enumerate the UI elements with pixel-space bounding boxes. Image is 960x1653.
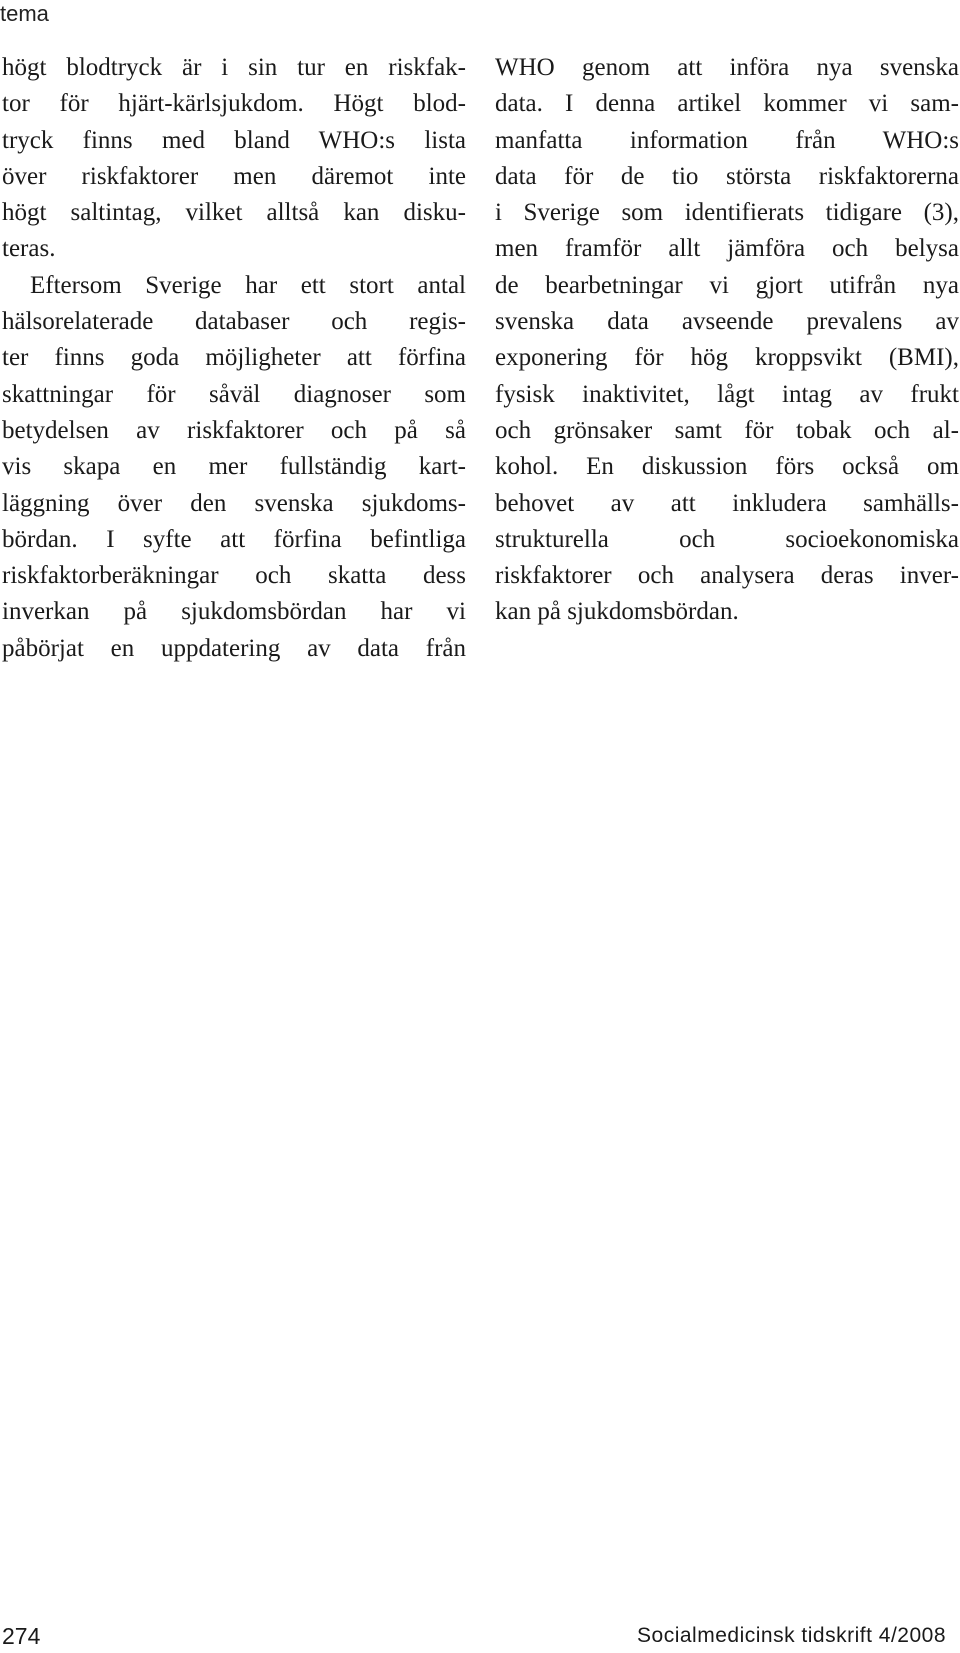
text-line: men framför allt jämföra och belysa	[495, 235, 959, 263]
text-line: de bearbetningar vi gjort utifrån nya	[495, 271, 959, 299]
text-line: exponering för hög kroppsvikt (BMI),	[495, 344, 959, 372]
text-line: inverkan på sjukdomsbördan har vi	[2, 598, 466, 626]
text-line: riskfaktorer och analysera deras inver-	[495, 562, 959, 590]
text-line: över riskfaktorer men däremot inte	[2, 162, 466, 190]
text-line: kohol. En diskussion förs också om	[495, 453, 959, 481]
text-line: bördan. I syfte att förfina befintliga	[2, 525, 466, 553]
text-line: svenska data avseende prevalens av	[495, 308, 959, 336]
text-line: läggning över den svenska sjukdoms-	[2, 489, 466, 517]
text-line: högt blodtryck är i sin tur en riskfak-	[2, 54, 466, 81]
text-line: vis skapa en mer fullständig kart-	[2, 453, 466, 481]
text-line: fysisk inaktivitet, lågt intag av frukt	[495, 380, 959, 408]
text-line: manfatta information från WHO:s	[495, 126, 959, 154]
text-line: data för de tio största riskfaktorerna	[495, 162, 959, 190]
text-line: skattningar för såväl diagnoser som	[2, 380, 466, 408]
text-line: teras.	[2, 235, 56, 263]
text-line: data. I denna artikel kommer vi sam-	[495, 90, 959, 118]
page-number: 274	[2, 1623, 41, 1649]
text-line: i Sverige som identifierats tidigare (3),	[495, 199, 959, 227]
text-line: betydelsen av riskfaktorer och på så	[2, 416, 466, 444]
text-line: högt saltintag, vilket alltså kan disku-	[2, 199, 466, 227]
text-line: riskfaktorberäkningar och skatta dess	[2, 562, 466, 590]
text-column-right	[495, 50, 959, 631]
text-line: behovet av att inkludera samhälls-	[495, 489, 959, 517]
text-line: hälsorelaterade databaser och regis-	[2, 308, 466, 336]
text-line: strukturella och socioekonomiska	[495, 525, 959, 553]
text-line: tor för hjärt-kärlsjukdom. Högt blod-	[2, 90, 466, 118]
text-column-left	[2, 50, 466, 667]
text-line: tryck finns med bland WHO:s lista	[2, 126, 466, 154]
text-line: och grönsaker samt för tobak och al-	[495, 416, 959, 444]
text-line: kan på sjukdomsbördan.	[495, 598, 739, 626]
text-line: påbörjat en uppdatering av data från	[2, 634, 466, 662]
paragraph-first-line: Eftersom Sverige har ett stort antal	[30, 271, 466, 299]
text-line: WHO genom att införa nya svenska	[495, 54, 959, 81]
journal-reference: Socialmedicinsk tidskrift 4/2008	[637, 1624, 946, 1647]
section-label: tema	[0, 1, 49, 26]
text-line: ter finns goda möjligheter att förfina	[2, 344, 466, 372]
